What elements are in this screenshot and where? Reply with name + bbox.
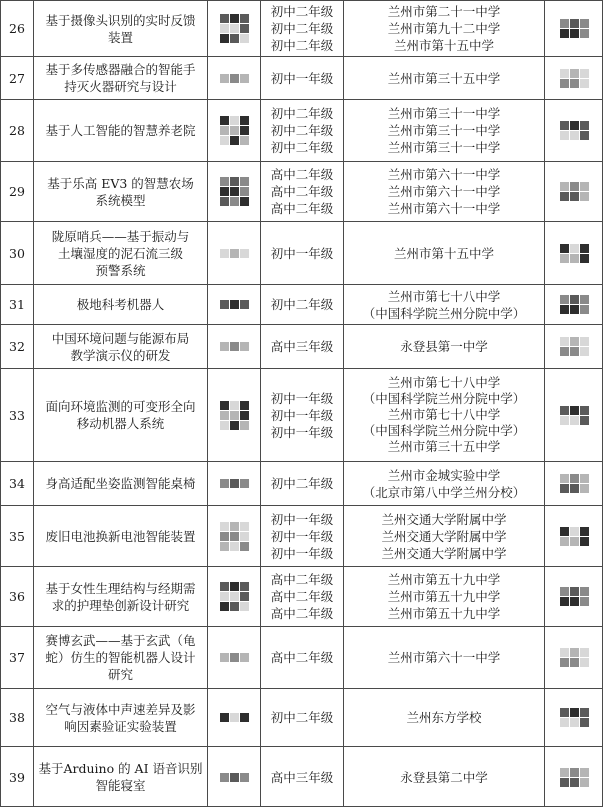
grade-line: 高中二年级 (270, 606, 334, 621)
school-cell (344, 689, 544, 746)
redaction-mosaic (218, 773, 250, 782)
grade-cell (261, 222, 343, 284)
school-line: 兰州交通大学附属中学 (381, 545, 507, 561)
row-number: 36 (9, 589, 25, 604)
grade-line: 初中二年级 (270, 710, 334, 725)
grade-cell (261, 462, 343, 505)
redaction-mosaic (218, 14, 250, 43)
project-title-line: 基于乐高 EV3 的智慧农场 (47, 175, 194, 191)
table-row (0, 567, 603, 626)
redaction-mosaic (218, 522, 250, 551)
project-title-line: 智能寝室 (95, 778, 146, 793)
project-title-line: 基于多传感器融合的智能手 (45, 62, 196, 77)
school-line: 兰州市第六十一中学 (387, 184, 501, 199)
project-title-line: 土壤湿度的泥石流三级 (57, 245, 183, 261)
project-title-line: 基于人工智能的智慧养老院 (45, 123, 196, 138)
redaction-mosaic (218, 177, 250, 206)
school-line: 兰州市第七十八中学 (387, 407, 501, 422)
school-line: 兰州市第七十八中学 (387, 288, 501, 304)
row-number: 28 (9, 123, 25, 138)
school-line: 兰州交通大学附属中学 (381, 528, 507, 544)
redaction-mosaic (218, 713, 250, 722)
grade-line: 高中二年级 (270, 201, 334, 216)
row-number: 31 (9, 297, 25, 312)
project-title-line: 面向环境监测的可变形全向 (45, 399, 196, 414)
school-line: 兰州交通大学附属中学 (381, 511, 507, 527)
project-title (34, 1, 207, 56)
table-row (0, 325, 603, 368)
school-cell (344, 369, 544, 461)
project-title-line: 身高适配坐姿监测智能桌椅 (45, 476, 196, 491)
school-cell (344, 222, 544, 284)
redaction-mosaic (558, 337, 590, 356)
tutor-names-redacted (545, 57, 603, 99)
school-cell (344, 100, 544, 161)
project-title (34, 57, 207, 99)
student-names-redacted (208, 506, 260, 566)
grade-line: 高中三年级 (270, 769, 334, 785)
redaction-mosaic (218, 300, 250, 309)
school-line: 兰州市第五十九中学 (387, 606, 501, 621)
project-title-line: 蛇）仿生的智能机器人设计 (45, 650, 196, 665)
row-number: 27 (9, 70, 25, 86)
grade-cell (261, 627, 343, 688)
tutor-names-redacted (545, 689, 603, 746)
school-line: 兰州市第十五中学 (393, 245, 494, 261)
row-number: 39 (9, 769, 25, 785)
redaction-mosaic (558, 648, 590, 667)
grade-line: 初中二年级 (270, 140, 334, 155)
student-names-redacted (208, 567, 260, 626)
project-title-line: 基于Arduino 的 AI 语音识别 (38, 761, 203, 776)
grade-cell (261, 57, 343, 99)
table-row (0, 627, 603, 688)
grade-cell (261, 567, 343, 626)
project-title-line: 装置 (107, 29, 133, 45)
school-line: 兰州东方学校 (406, 710, 482, 725)
redaction-mosaic (558, 708, 590, 727)
project-title (34, 285, 207, 324)
redaction-mosaic (558, 295, 590, 314)
tutor-names-redacted (545, 567, 603, 626)
grade-line: 高中二年级 (270, 572, 334, 587)
project-title-line: 系统模型 (95, 192, 146, 208)
table-row (0, 369, 603, 461)
project-title-line: 中国环境问题与能源布局 (51, 330, 190, 346)
row-number: 38 (9, 710, 25, 725)
redaction-mosaic (558, 182, 590, 201)
school-cell (344, 325, 544, 368)
school-line: 兰州市第六十一中学 (387, 167, 501, 182)
school-line: 兰州市金城实验中学 (387, 467, 501, 483)
school-line: 兰州市第七十八中学 (387, 375, 501, 390)
student-names-redacted (208, 325, 260, 368)
project-title (34, 100, 207, 161)
grade-cell (261, 689, 343, 746)
project-title (34, 627, 207, 688)
grade-line: 高中二年级 (270, 167, 334, 182)
table-row (0, 100, 603, 161)
table-row (0, 162, 603, 221)
school-line: 兰州市第十五中学 (393, 38, 494, 53)
school-line: （中国科学院兰州分院中学） (362, 305, 526, 321)
grade-line: 初中二年级 (270, 123, 334, 138)
grade-cell (261, 506, 343, 566)
redaction-mosaic (558, 527, 590, 546)
school-line: 永登县第一中学 (400, 339, 488, 354)
school-line: 兰州市第二十一中学 (387, 4, 501, 19)
grade-line: 高中二年级 (270, 589, 334, 604)
row-number: 32 (9, 339, 25, 354)
project-title (34, 222, 207, 284)
grade-cell (261, 100, 343, 161)
redaction-mosaic (558, 244, 590, 263)
table-row (0, 57, 603, 99)
student-names-redacted (208, 100, 260, 161)
project-title-line: 教学演示仪的研发 (70, 347, 171, 363)
school-cell (344, 627, 544, 688)
school-line: 永登县第二中学 (400, 769, 488, 785)
project-title (34, 162, 207, 221)
student-names-redacted (208, 627, 260, 688)
project-title-line: 废旧电池换新电池智能装置 (45, 528, 196, 544)
row-number: 30 (9, 245, 25, 261)
tutor-names-redacted (545, 747, 603, 807)
tutor-names-redacted (545, 162, 603, 221)
project-title-line: 移动机器人系统 (76, 416, 165, 431)
grade-line: 初中一年级 (270, 407, 334, 423)
tutor-names-redacted (545, 462, 603, 505)
school-line: 兰州市第九十二中学 (387, 21, 501, 36)
grade-line: 初中一年级 (270, 424, 334, 440)
redaction-mosaic (558, 474, 590, 493)
grade-cell (261, 369, 343, 461)
project-title-line: 赛博玄武——基于玄武（龟 (45, 633, 196, 648)
project-title (34, 369, 207, 461)
project-title-line: 持灭火器研究与设计 (64, 79, 177, 94)
grade-line: 初中一年级 (270, 528, 334, 544)
redaction-mosaic (218, 653, 250, 662)
tutor-names-redacted (545, 1, 603, 56)
school-cell (344, 747, 544, 807)
redaction-mosaic (218, 116, 250, 145)
grade-cell (261, 747, 343, 807)
student-names-redacted (208, 1, 260, 56)
table-row (0, 747, 603, 807)
grade-line: 初中二年级 (270, 297, 334, 312)
school-line: 兰州市第五十九中学 (387, 589, 501, 604)
student-names-redacted (208, 462, 260, 505)
table-row (0, 222, 603, 284)
project-title (34, 325, 207, 368)
grade-line: 高中二年级 (270, 184, 334, 199)
school-line: 兰州市第六十一中学 (387, 201, 501, 216)
grade-line: 初中二年级 (270, 21, 334, 36)
school-line: 兰州市第五十九中学 (387, 572, 501, 587)
grade-cell (261, 285, 343, 324)
row-number: 26 (9, 21, 25, 36)
tutor-names-redacted (545, 627, 603, 688)
project-title-line: 预警系统 (95, 262, 146, 278)
redaction-mosaic (558, 406, 590, 425)
grade-cell (261, 162, 343, 221)
redaction-mosaic (558, 587, 590, 606)
grade-cell (261, 1, 343, 56)
school-line: 兰州市第三十一中学 (387, 140, 501, 155)
project-title-line: 空气与液体中声速差异及影 (45, 701, 196, 717)
tutor-names-redacted (545, 506, 603, 566)
redaction-mosaic (218, 401, 250, 430)
school-line: 兰州市第三十一中学 (387, 123, 501, 138)
student-names-redacted (208, 222, 260, 284)
student-names-redacted (208, 57, 260, 99)
project-title-line: 求的护理垫创新设计研究 (51, 597, 190, 613)
grade-line: 初中二年级 (270, 4, 334, 19)
student-names-redacted (208, 747, 260, 807)
tutor-names-redacted (545, 222, 603, 284)
project-title (34, 567, 207, 626)
school-cell (344, 57, 544, 99)
school-line: （北京市第八中学兰州分校） (362, 484, 526, 500)
table-row (0, 506, 603, 566)
redaction-mosaic (558, 19, 590, 38)
grade-line: 初中一年级 (270, 70, 334, 86)
redaction-mosaic (218, 74, 250, 83)
row-number: 35 (9, 528, 25, 544)
tutor-names-redacted (545, 285, 603, 324)
grade-line: 高中三年级 (270, 339, 334, 354)
school-cell (344, 1, 544, 56)
grade-line: 初中二年级 (270, 38, 334, 53)
grade-cell (261, 325, 343, 368)
school-line: 兰州市第六十一中学 (387, 650, 501, 665)
redaction-mosaic (218, 249, 250, 258)
project-title (34, 506, 207, 566)
project-title (34, 462, 207, 505)
student-names-redacted (208, 369, 260, 461)
grade-line: 初中一年级 (270, 245, 334, 261)
redaction-mosaic (218, 342, 250, 351)
grade-line: 初中一年级 (270, 511, 334, 527)
project-title-line: 基于摄像头识别的实时反馈 (45, 12, 196, 28)
tutor-names-redacted (545, 325, 603, 368)
project-title (34, 747, 207, 807)
table-row (0, 689, 603, 746)
row-number: 34 (9, 476, 25, 491)
school-line: （中国科学院兰州分院中学） (362, 391, 526, 406)
student-names-redacted (208, 689, 260, 746)
tutor-names-redacted (545, 100, 603, 161)
school-line: 兰州市第三十一中学 (387, 106, 501, 121)
grade-line: 初中一年级 (270, 545, 334, 561)
redaction-mosaic (558, 121, 590, 140)
table-row (0, 462, 603, 505)
table-row (0, 1, 603, 56)
redaction-mosaic (218, 582, 250, 611)
project-title-line: 极地科考机器人 (76, 297, 165, 312)
school-line: 兰州市第三十五中学 (387, 70, 501, 86)
school-cell (344, 567, 544, 626)
row-number: 29 (9, 184, 25, 199)
project-title-line: 陇原哨兵——基于振动与 (51, 228, 190, 244)
school-cell (344, 285, 544, 324)
table-row (0, 285, 603, 324)
project-title-line: 基于女性生理结构与经期需 (45, 580, 196, 596)
grade-line: 初中二年级 (270, 476, 334, 491)
school-line: （中国科学院兰州分院中学） (362, 423, 526, 438)
school-cell (344, 162, 544, 221)
grade-line: 初中二年级 (270, 106, 334, 121)
school-cell (344, 462, 544, 505)
grade-line: 初中一年级 (270, 390, 334, 406)
row-number: 37 (9, 650, 25, 665)
school-cell (344, 506, 544, 566)
school-line: 兰州市第三十五中学 (387, 439, 501, 454)
student-names-redacted (208, 285, 260, 324)
project-title-line: 研究 (107, 667, 133, 682)
project-title-line: 响因素验证实验装置 (64, 718, 177, 734)
row-number: 33 (9, 407, 25, 423)
redaction-mosaic (558, 69, 590, 88)
tutor-names-redacted (545, 369, 603, 461)
redaction-mosaic (558, 768, 590, 787)
student-names-redacted (208, 162, 260, 221)
grade-line: 高中二年级 (270, 650, 334, 665)
project-title (34, 689, 207, 746)
redaction-mosaic (218, 479, 250, 488)
